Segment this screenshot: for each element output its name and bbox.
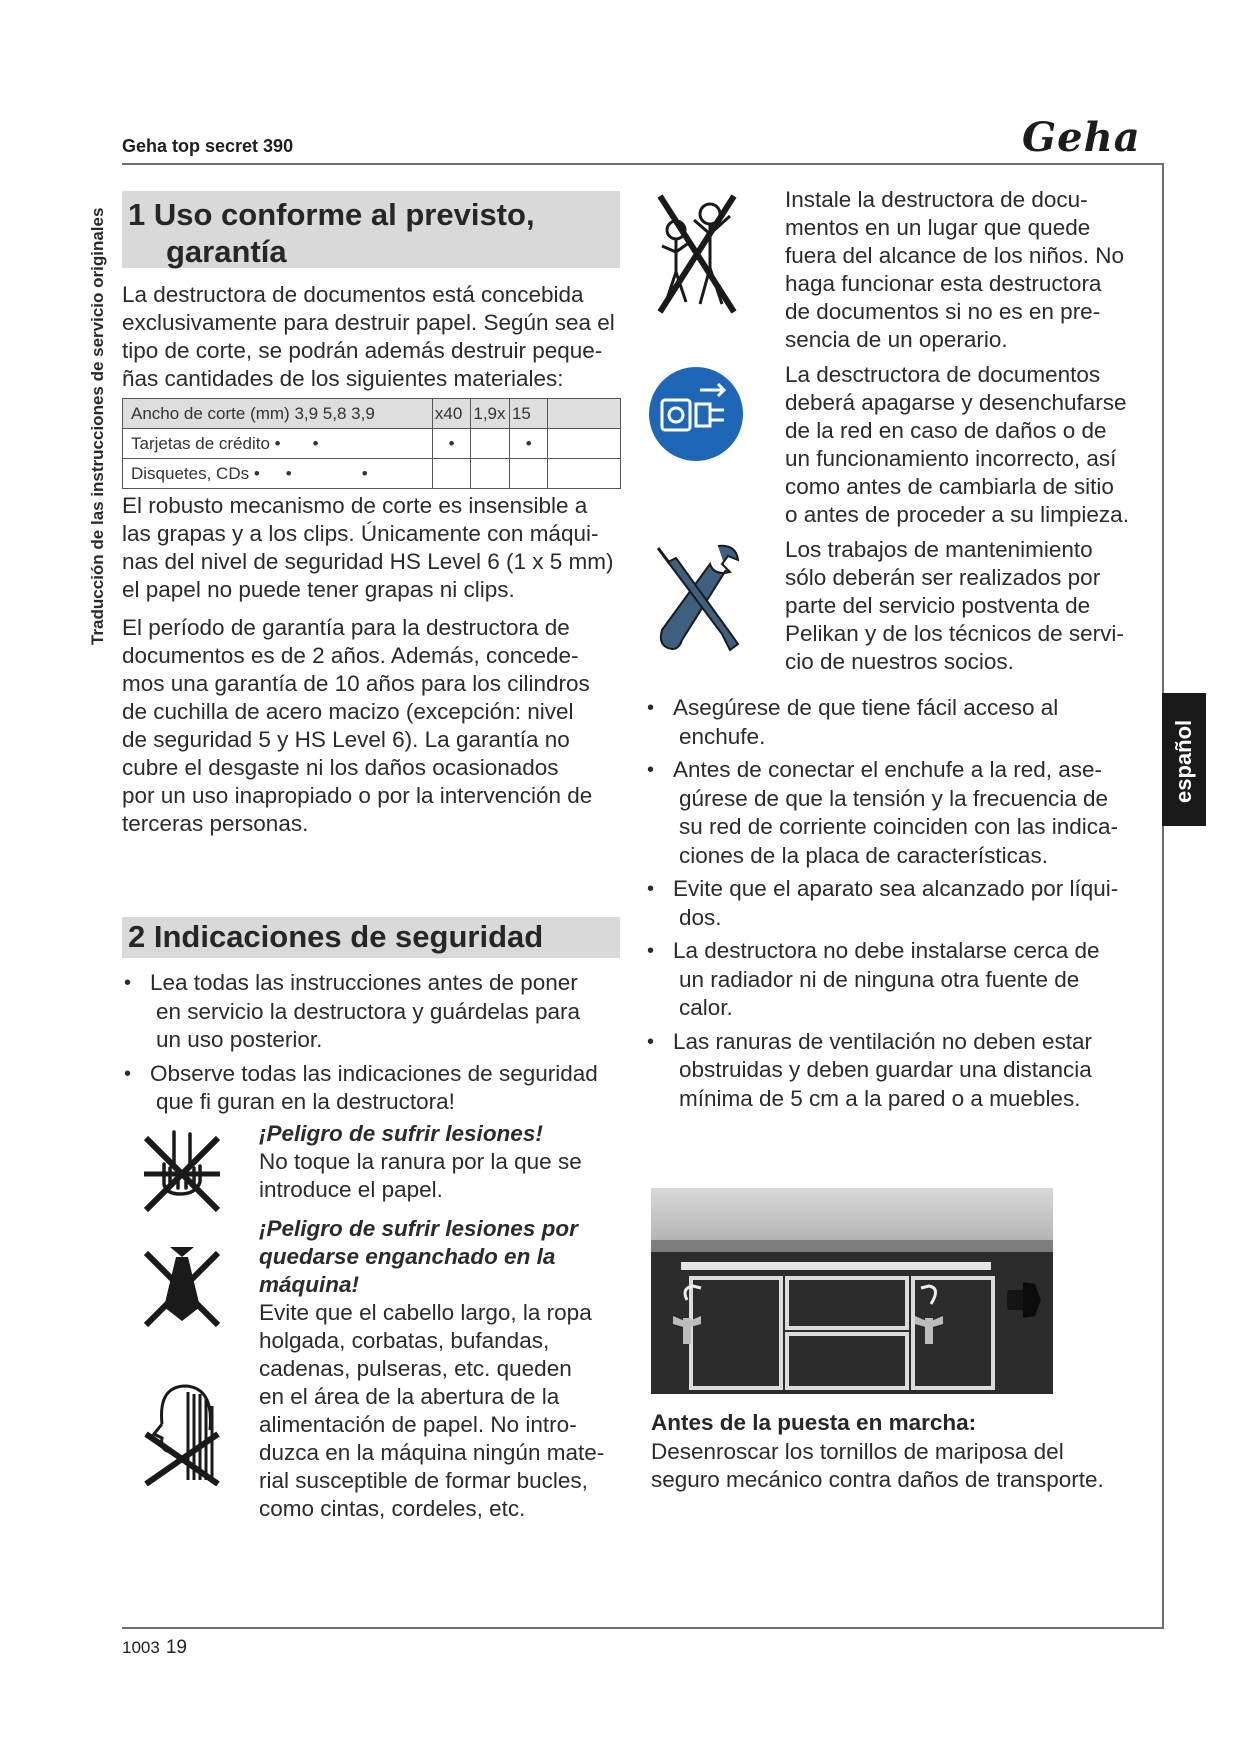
cell-mark: • [312,433,319,453]
header-divider [122,163,1164,165]
text-line: Evite que el cabello largo, la ropa [259,1300,592,1325]
text-line: • Asegúrese de que tiene fácil acceso al [673,695,1059,720]
cell-label: Tarjetas de crédito • [131,433,281,453]
document-title: Geha top secret 390 [122,136,294,156]
section-1-heading-line-2: garantía [166,234,287,269]
safety-bullet-list [122,969,642,1122]
table-cell: x40 [432,399,470,429]
list-item [645,937,1155,1023]
text-line: introduce el papel. [259,1177,443,1202]
section-1-warranty [122,614,632,838]
text-line: La destructora de documentos está concebida [122,282,584,307]
text-line: seguro mecánico contra daños de transporte. [651,1467,1104,1492]
text-line: • La destructora no debe instalarse cerca de [673,938,1100,963]
text-line: un funcionamiento incorrecto, así [785,446,1117,471]
text-line: • Observe todas las indicaciones de seguridad [150,1060,598,1086]
text-line: un radiador ni de ninguna otra fuente de [679,966,1080,992]
page-footer [122,1637,187,1659]
text-line: de cuchilla de acero macizo (excepción: nivel [122,699,574,724]
table-cell [548,459,621,489]
table-cell: 15 [509,399,547,429]
cell-mark: • [361,463,368,483]
text-line: documentos es de 2 años. Además, concede- [122,643,579,668]
text-line: mínima de 5 cm a la pared o a muebles. [679,1085,1081,1111]
page-number: 19 [165,1637,187,1658]
photo-caption-title: Antes de la puesta en marcha: [651,1410,977,1435]
text-line: deberá apagarse y desenchufarse [785,390,1127,415]
photo-caption-text [651,1438,1104,1494]
text-line: El robusto mecanismo de corte es insensible a [122,493,588,518]
text-line: alimentación de papel. No intro- [259,1412,577,1437]
text-line: que fi guran en la destructora! [156,1089,455,1114]
text-line: calor. [679,995,733,1020]
text-line: el papel no puede tener grapas ni clips. [122,577,515,602]
document-code: 1003 [122,1638,160,1657]
section-1-intro [122,281,632,393]
text-line: de seguridad 5 y HS Level 6). La garantía no [122,727,570,752]
table-cell: Ancho de corte (mm) 3,9 5,8 3,9 [123,399,433,429]
list-item [645,756,1155,870]
unplug-text [785,361,1163,529]
transport-bracket-drawing [651,1188,1053,1394]
table-header-row [123,399,621,429]
text-line: rial susceptible de formar bucles, [259,1468,588,1493]
transport-lock-photo [651,1188,1053,1394]
warning-entanglement [259,1215,639,1523]
text-line: exclusivamente para destruir papel. Según sea el [122,310,615,335]
text-line: por un uso inapropiado o por la intervención de [122,783,593,808]
text-line: como antes de cambiarla de sitio [785,474,1114,499]
table-cell: • [509,429,547,459]
text-line: • Lea todas las instrucciones antes de poner [150,970,578,995]
text-line: de la red en caso de daños o de [785,418,1107,443]
section-1-cutting-mechanism [122,492,632,604]
section-2-heading: 2 Indicaciones de seguridad [122,917,620,958]
table-row [123,459,621,489]
tie-entanglement-warning-icon [140,1243,224,1329]
text-line: Pelikan y de los técnicos de servi- [785,621,1124,646]
warning-injury [259,1120,639,1204]
list-item [645,875,1155,932]
table-cell [548,429,621,459]
text-line: su red de corriente coinciden con las indica- [679,814,1118,839]
installation-bullet-list [645,694,1155,1118]
text-line: fuera del alcance de los niños. No [785,243,1124,268]
text-line: cubre el desgaste ni los daños ocasionados [122,755,559,780]
long-hair-warning-icon [140,1380,224,1486]
table-cell [432,459,470,489]
warning-title: máquina! [259,1272,360,1297]
text-line: cio de nuestros socios. [785,649,1014,674]
text-line: enchufe. [679,723,766,749]
text-line: mentos en un lugar que quede [785,215,1091,240]
text-line: haga funcionar esta destructora [785,271,1102,296]
text-line: El período de garantía para la destructora de [122,615,570,640]
text-line: de documentos si no es en pre- [785,299,1101,324]
text-line: mos una garantía de 10 años para los cilindros [122,671,590,696]
table-cell [471,429,510,459]
list-item [645,694,1155,751]
text-line: holgada, corbatas, bufandas, [259,1328,550,1353]
unplug-mandatory-icon [648,366,744,462]
text-line: o antes de proceder a su limpieza. [785,502,1129,527]
text-line: cadenas, pulseras, etc. queden [259,1356,572,1381]
cell-mark: • [285,463,292,483]
table-row [123,429,621,459]
list-item [645,1028,1155,1114]
text-line: • Las ranuras de ventilación no deben estar [673,1028,1093,1054]
text-line: ñas cantidades de los siguientes materiales: [122,366,564,391]
text-line: sencia de un operario. [785,327,1008,352]
table-cell [471,459,510,489]
warning-title: ¡Peligro de sufrir lesiones! [259,1121,543,1146]
list-item [122,969,642,1055]
side-note: Traducción de las instrucciones de servicio originales [88,207,107,645]
text-line: Los trabajos de mantenimiento [785,537,1093,562]
brand-logo: Geha [1022,114,1141,161]
text-line: • Antes de conectar el enchufe a la red, ase- [673,757,1103,782]
children-prohibited-icon [648,190,744,318]
list-item [122,1060,642,1117]
table-cell: 1,9x [471,399,510,429]
children-safety-text [785,186,1163,354]
text-line: Instale la destructora de docu- [785,187,1088,212]
cut-width-table [122,398,621,489]
text-line: La desctructora de documentos [785,362,1101,387]
service-text [785,536,1163,676]
language-tab-label: español [1171,719,1196,803]
table-cell [123,429,433,459]
text-line: en el área de la abertura de la [259,1384,560,1409]
table-cell [548,399,621,429]
cell-label: Disquetes, CDs • [131,463,260,483]
table-cell [123,459,433,489]
warning-title: ¡Peligro de sufrir lesiones por [259,1216,578,1241]
text-line: las grapas y a los clips. Únicamente con máqui- [122,521,599,546]
text-line: nas del nivel de seguridad HS Level 6 (1 x 5 mm) [122,549,614,574]
table-cell [509,459,547,489]
text-line: terceras personas. [122,811,309,836]
section-1-heading-line-1: 1 Uso conforme al previsto, [128,197,535,232]
text-line: sólo deberán ser realizados por [785,565,1101,590]
text-line: • Evite que el aparato sea alcanzado por líqui- [673,876,1119,901]
text-line: ciones de la placa de características. [679,842,1048,868]
language-tab [1162,693,1206,826]
warning-title: quedarse enganchado en la [259,1244,556,1269]
text-line: obstruidas y deben guardar una distancia [679,1057,1092,1082]
text-line: No toque la ranura por la que se [259,1149,582,1174]
text-line: duzca en la máquina ningún mate- [259,1440,605,1465]
text-line: gúrese de que la tensión y la frecuencia de [679,785,1109,811]
text-line: tipo de corte, se podrán además destruir peque- [122,338,603,363]
hand-slot-warning-icon [140,1128,224,1214]
text-line: parte del servicio postventa de [785,593,1091,618]
text-line: en servicio la destructora y guárdelas para [156,998,580,1024]
text-line: un uso posterior. [156,1027,323,1052]
table-cell: • [432,429,470,459]
section-1-heading [122,191,620,268]
footer-divider [122,1627,1164,1629]
text-line: Desenroscar los tornillos de mariposa del [651,1439,1064,1464]
text-line: como cintas, cordeles, etc. [259,1496,526,1521]
text-line: dos. [679,904,722,930]
tools-service-icon [648,540,744,656]
